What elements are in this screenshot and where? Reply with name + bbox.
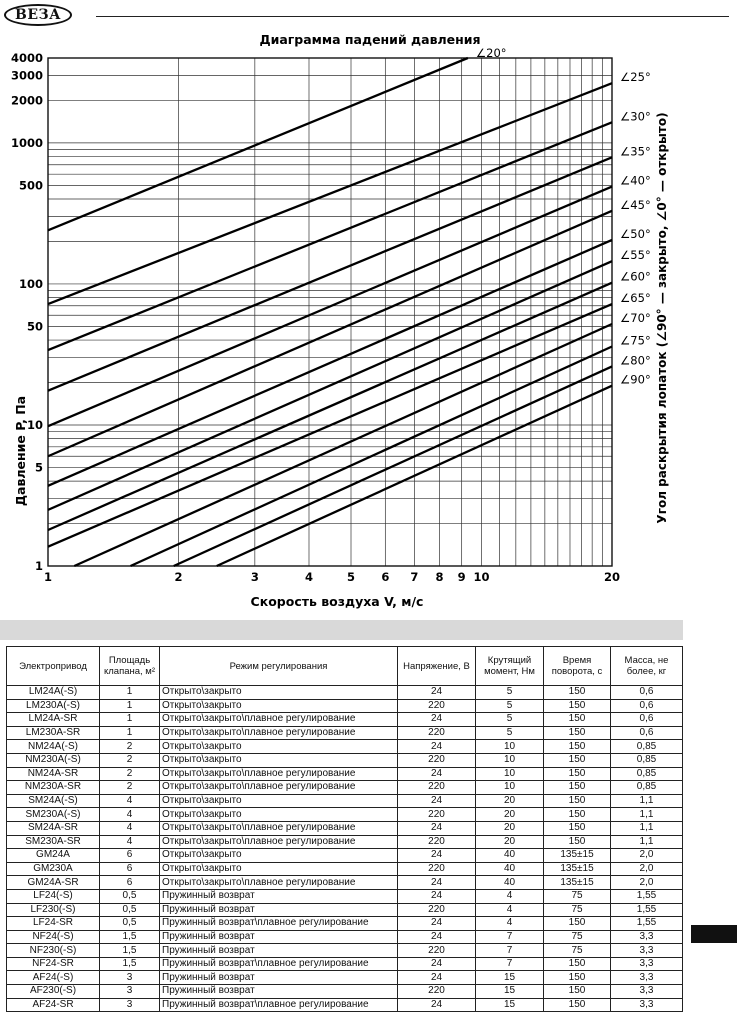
- table-cell: Открыто\закрыто\плавное регулирование: [160, 821, 398, 835]
- table-cell: 150: [544, 808, 611, 822]
- table-cell: NM24A-SR: [7, 767, 100, 781]
- series-line: [74, 324, 612, 566]
- chart-grid: [48, 58, 612, 566]
- table-cell: 3,3: [611, 985, 683, 999]
- chart-ticks: [11, 51, 620, 584]
- table-cell: 220: [398, 903, 476, 917]
- table-cell: 220: [398, 835, 476, 849]
- table-row: [7, 971, 683, 985]
- actuator-spec-table: [6, 646, 683, 1012]
- table-cell: 3: [100, 998, 160, 1012]
- table-cell: 20: [476, 835, 544, 849]
- table-cell: 1,55: [611, 889, 683, 903]
- table-row: [7, 957, 683, 971]
- table-cell: 1: [100, 726, 160, 740]
- table-cell: 0,5: [100, 889, 160, 903]
- x-tick-label: 2: [174, 570, 183, 584]
- table-cell: 2: [100, 753, 160, 767]
- y-tick-label: 5: [34, 460, 43, 475]
- table-cell: 4: [476, 903, 544, 917]
- series-line: [48, 283, 612, 530]
- table-row: [7, 876, 683, 890]
- table-cell: SM24A-SR: [7, 821, 100, 835]
- table-cell: 0,85: [611, 767, 683, 781]
- table-cell: 40: [476, 876, 544, 890]
- table-cell: 6: [100, 862, 160, 876]
- series-label: ∠35°: [620, 144, 651, 159]
- table-row: [7, 862, 683, 876]
- table-cell: 150: [544, 740, 611, 754]
- table-cell: 5: [476, 699, 544, 713]
- y-axis-label: Давление P, Па: [13, 395, 28, 507]
- table-cell: 4: [476, 889, 544, 903]
- table-cell: 3: [100, 985, 160, 999]
- table-cell: 6: [100, 849, 160, 863]
- table-cell: 15: [476, 998, 544, 1012]
- chart-svg: [0, 26, 737, 616]
- table-cell: LM230A(-S): [7, 699, 100, 713]
- table-cell: GM24A-SR: [7, 876, 100, 890]
- table-cell: 15: [476, 985, 544, 999]
- column-header: Электропривод: [7, 647, 100, 686]
- table-cell: 1,1: [611, 794, 683, 808]
- table-row: [7, 849, 683, 863]
- table-cell: SM230A(-S): [7, 808, 100, 822]
- page-side-tab: [691, 925, 737, 943]
- table-cell: 24: [398, 794, 476, 808]
- series-label: ∠75°: [620, 333, 651, 348]
- table-cell: 150: [544, 917, 611, 931]
- table-cell: 150: [544, 713, 611, 727]
- y-tick-label: 2000: [10, 93, 43, 108]
- column-header: Масса, не более, кг: [611, 647, 683, 686]
- table-cell: 3,3: [611, 930, 683, 944]
- table-cell: 4: [100, 835, 160, 849]
- table-cell: 220: [398, 862, 476, 876]
- table-cell: GM24A: [7, 849, 100, 863]
- series-label: ∠70°: [620, 310, 651, 325]
- table-cell: 220: [398, 726, 476, 740]
- table-cell: 5: [476, 686, 544, 700]
- table-cell: 75: [544, 944, 611, 958]
- column-header: Напряжение, В: [398, 647, 476, 686]
- table-cell: 24: [398, 821, 476, 835]
- plot-frame: [48, 58, 612, 566]
- table-cell: LM24A-SR: [7, 713, 100, 727]
- table-cell: 3,3: [611, 944, 683, 958]
- table-cell: Пружинный возврат: [160, 903, 398, 917]
- table-cell: 15: [476, 971, 544, 985]
- table-cell: 150: [544, 821, 611, 835]
- table-row: [7, 726, 683, 740]
- table-cell: 1: [100, 699, 160, 713]
- table-cell: 1: [100, 713, 160, 727]
- table-row: [7, 821, 683, 835]
- table-cell: Открыто\закрыто: [160, 794, 398, 808]
- table-cell: Открыто\закрыто: [160, 753, 398, 767]
- table-cell: 135±15: [544, 849, 611, 863]
- table-row: [7, 903, 683, 917]
- table-cell: 24: [398, 849, 476, 863]
- table-cell: Открыто\закрыто: [160, 849, 398, 863]
- table-cell: NM230A-SR: [7, 781, 100, 795]
- table-cell: 150: [544, 971, 611, 985]
- table-cell: 150: [544, 998, 611, 1012]
- x-tick-label: 4: [304, 570, 314, 584]
- table-cell: 75: [544, 903, 611, 917]
- table-cell: Пружинный возврат\плавное регулирование: [160, 917, 398, 931]
- table-row: [7, 794, 683, 808]
- series-label: ∠50°: [620, 226, 651, 241]
- table-cell: Открыто\закрыто\плавное регулирование: [160, 767, 398, 781]
- table-cell: 0,85: [611, 781, 683, 795]
- table-cell: 150: [544, 686, 611, 700]
- y-tick-label: 50: [26, 319, 43, 334]
- y-tick-label: 1000: [10, 135, 43, 150]
- table-cell: 0,6: [611, 726, 683, 740]
- table-cell: 3: [100, 971, 160, 985]
- table-cell: Пружинный возврат: [160, 985, 398, 999]
- table-cell: 24: [398, 930, 476, 944]
- table-cell: 2: [100, 767, 160, 781]
- table-cell: 10: [476, 781, 544, 795]
- series-line: [48, 157, 612, 390]
- table-cell: 150: [544, 726, 611, 740]
- table-cell: 220: [398, 808, 476, 822]
- table-cell: 75: [544, 930, 611, 944]
- table-cell: 20: [476, 808, 544, 822]
- table-cell: 150: [544, 699, 611, 713]
- table-row: [7, 835, 683, 849]
- table-cell: 2,0: [611, 876, 683, 890]
- table-cell: Открыто\закрыто: [160, 686, 398, 700]
- x-tick-label: 10: [473, 570, 490, 584]
- table-row: [7, 917, 683, 931]
- table-cell: 220: [398, 699, 476, 713]
- table-cell: NF24(-S): [7, 930, 100, 944]
- table-row: [7, 944, 683, 958]
- table-cell: 40: [476, 849, 544, 863]
- table-cell: 1,1: [611, 835, 683, 849]
- series-label: ∠90°: [620, 372, 651, 387]
- table-cell: 0,6: [611, 699, 683, 713]
- table-cell: 4: [476, 917, 544, 931]
- chart-title: Диаграмма падений давления: [259, 32, 481, 47]
- x-tick-label: 7: [410, 570, 419, 584]
- table-row: [7, 699, 683, 713]
- table-cell: 3,3: [611, 957, 683, 971]
- series-label: ∠60°: [620, 269, 651, 284]
- table-row: [7, 930, 683, 944]
- table-cell: 150: [544, 835, 611, 849]
- table-cell: 0,5: [100, 903, 160, 917]
- table-row: [7, 889, 683, 903]
- table-cell: 10: [476, 753, 544, 767]
- table-row: [7, 686, 683, 700]
- table-body: [7, 686, 683, 1012]
- table-cell: 4: [100, 821, 160, 835]
- x-tick-label: 5: [346, 570, 356, 584]
- table-cell: 0,5: [100, 917, 160, 931]
- section-divider-band: [0, 620, 683, 640]
- series-line: [48, 211, 612, 456]
- table-cell: 6: [100, 876, 160, 890]
- table-cell: 24: [398, 767, 476, 781]
- table-cell: 0,6: [611, 686, 683, 700]
- table-cell: 150: [544, 794, 611, 808]
- table-cell: 150: [544, 985, 611, 999]
- table-cell: Открыто\закрыто\плавное регулирование: [160, 876, 398, 890]
- table-cell: 150: [544, 957, 611, 971]
- table-cell: Пружинный возврат: [160, 889, 398, 903]
- table-cell: Открыто\закрыто: [160, 740, 398, 754]
- series-label: ∠80°: [620, 353, 651, 368]
- table-cell: GM230A: [7, 862, 100, 876]
- y-tick-label: 3000: [10, 68, 43, 83]
- table-cell: 2: [100, 781, 160, 795]
- table-cell: 20: [476, 794, 544, 808]
- table-cell: Пружинный возврат: [160, 930, 398, 944]
- y-tick-label: 500: [18, 178, 43, 193]
- table-cell: 220: [398, 781, 476, 795]
- table-cell: NM230A(-S): [7, 753, 100, 767]
- table-cell: 220: [398, 944, 476, 958]
- column-header: Крутящий момент, Нм: [476, 647, 544, 686]
- series-label: ∠25°: [620, 70, 651, 85]
- table-cell: 2: [100, 740, 160, 754]
- x-tick-label: 1: [43, 570, 53, 584]
- table-cell: AF230(-S): [7, 985, 100, 999]
- table-cell: 75: [544, 889, 611, 903]
- table-cell: 24: [398, 876, 476, 890]
- table-cell: 220: [398, 753, 476, 767]
- series-line: [48, 187, 612, 427]
- y-tick-label: 4000: [10, 51, 43, 65]
- table-cell: 5: [476, 713, 544, 727]
- series-label: ∠65°: [620, 291, 651, 306]
- x-axis-label: Скорость воздуха V, м/с: [250, 594, 424, 609]
- series-label: ∠45°: [620, 197, 651, 212]
- table-cell: Пружинный возврат\плавное регулирование: [160, 998, 398, 1012]
- table-row: [7, 740, 683, 754]
- table-cell: 24: [398, 889, 476, 903]
- table-cell: 135±15: [544, 862, 611, 876]
- table-header-row: [7, 647, 683, 686]
- table-cell: 135±15: [544, 876, 611, 890]
- table-row: [7, 998, 683, 1012]
- table-cell: 1,5: [100, 957, 160, 971]
- table-cell: Открыто\закрыто: [160, 808, 398, 822]
- series-line: [48, 58, 468, 230]
- table-cell: NM24A(-S): [7, 740, 100, 754]
- table-cell: 10: [476, 767, 544, 781]
- column-header: Площадь клапана, м²: [100, 647, 160, 686]
- table-cell: Открыто\закрыто\плавное регулирование: [160, 835, 398, 849]
- table-cell: 7: [476, 957, 544, 971]
- table-cell: NF24-SR: [7, 957, 100, 971]
- table-cell: 24: [398, 740, 476, 754]
- table-cell: NF230(-S): [7, 944, 100, 958]
- table-cell: AF24-SR: [7, 998, 100, 1012]
- table-cell: 20: [476, 821, 544, 835]
- table-cell: 24: [398, 971, 476, 985]
- right-axis-label: Угол раскрытия лопаток (∠90° — закрыто, ∠0° — открыто): [655, 112, 669, 524]
- logo-text: ВЕЗА: [14, 7, 61, 23]
- table-cell: 40: [476, 862, 544, 876]
- table-cell: SM24A(-S): [7, 794, 100, 808]
- table-row: [7, 985, 683, 999]
- table-cell: Пружинный возврат\плавное регулирование: [160, 957, 398, 971]
- table-cell: 220: [398, 985, 476, 999]
- table-cell: 150: [544, 767, 611, 781]
- table-cell: LM24A(-S): [7, 686, 100, 700]
- y-tick-label: 1: [34, 559, 43, 573]
- table-cell: SM230A-SR: [7, 835, 100, 849]
- table-cell: 0,85: [611, 740, 683, 754]
- table-cell: 5: [476, 726, 544, 740]
- series-label: ∠40°: [620, 173, 651, 188]
- series-label: ∠20°: [475, 46, 507, 60]
- table-cell: LF230(-S): [7, 903, 100, 917]
- table-cell: 3,3: [611, 971, 683, 985]
- table-cell: 1,5: [100, 944, 160, 958]
- table-cell: Открыто\закрыто: [160, 699, 398, 713]
- table-cell: Пружинный возврат: [160, 971, 398, 985]
- series-label: ∠55°: [620, 248, 651, 263]
- table-cell: Пружинный возврат: [160, 944, 398, 958]
- table-row: [7, 713, 683, 727]
- table-cell: 2,0: [611, 849, 683, 863]
- table-row: [7, 781, 683, 795]
- table-cell: AF24(-S): [7, 971, 100, 985]
- table-cell: 24: [398, 713, 476, 727]
- table-cell: 1,55: [611, 917, 683, 931]
- table-cell: LF24-SR: [7, 917, 100, 931]
- x-tick-label: 6: [381, 570, 390, 584]
- table-cell: 4: [100, 794, 160, 808]
- table-cell: 24: [398, 917, 476, 931]
- table-row: [7, 808, 683, 822]
- y-tick-label: 100: [18, 276, 43, 291]
- table-cell: Открыто\закрыто: [160, 862, 398, 876]
- table-cell: 1,55: [611, 903, 683, 917]
- table-cell: Открыто\закрыто\плавное регулирование: [160, 781, 398, 795]
- table-cell: 1,1: [611, 808, 683, 822]
- table-cell: Открыто\закрыто\плавное регулирование: [160, 726, 398, 740]
- table-cell: 0,6: [611, 713, 683, 727]
- table-cell: 7: [476, 930, 544, 944]
- series-line: [174, 366, 612, 566]
- y-tick-label: 10: [26, 417, 43, 432]
- table-cell: LF24(-S): [7, 889, 100, 903]
- x-tick-label: 20: [603, 570, 621, 584]
- table-cell: Открыто\закрыто\плавное регулирование: [160, 713, 398, 727]
- table-cell: 0,85: [611, 753, 683, 767]
- table-cell: 24: [398, 957, 476, 971]
- table-cell: 150: [544, 781, 611, 795]
- series-label: ∠30°: [620, 109, 651, 124]
- table-cell: 4: [100, 808, 160, 822]
- table-cell: 1: [100, 686, 160, 700]
- x-tick-label: 9: [457, 570, 466, 584]
- column-header: Время поворота, с: [544, 647, 611, 686]
- header-rule: [96, 16, 729, 17]
- table-cell: 7: [476, 944, 544, 958]
- table-cell: 1,5: [100, 930, 160, 944]
- table-cell: 3,3: [611, 998, 683, 1012]
- x-tick-label: 3: [250, 570, 259, 584]
- pressure-drop-chart: [0, 26, 737, 616]
- table-cell: 1,1: [611, 821, 683, 835]
- table-cell: 2,0: [611, 862, 683, 876]
- table-cell: 24: [398, 998, 476, 1012]
- x-tick-label: 8: [435, 570, 444, 584]
- table-cell: 24: [398, 686, 476, 700]
- column-header: Режим регулирования: [160, 647, 398, 686]
- table-row: [7, 767, 683, 781]
- company-logo: [4, 4, 72, 26]
- table-cell: LM230A-SR: [7, 726, 100, 740]
- table-row: [7, 753, 683, 767]
- table-cell: 10: [476, 740, 544, 754]
- series-line: [48, 83, 612, 304]
- table-cell: 150: [544, 753, 611, 767]
